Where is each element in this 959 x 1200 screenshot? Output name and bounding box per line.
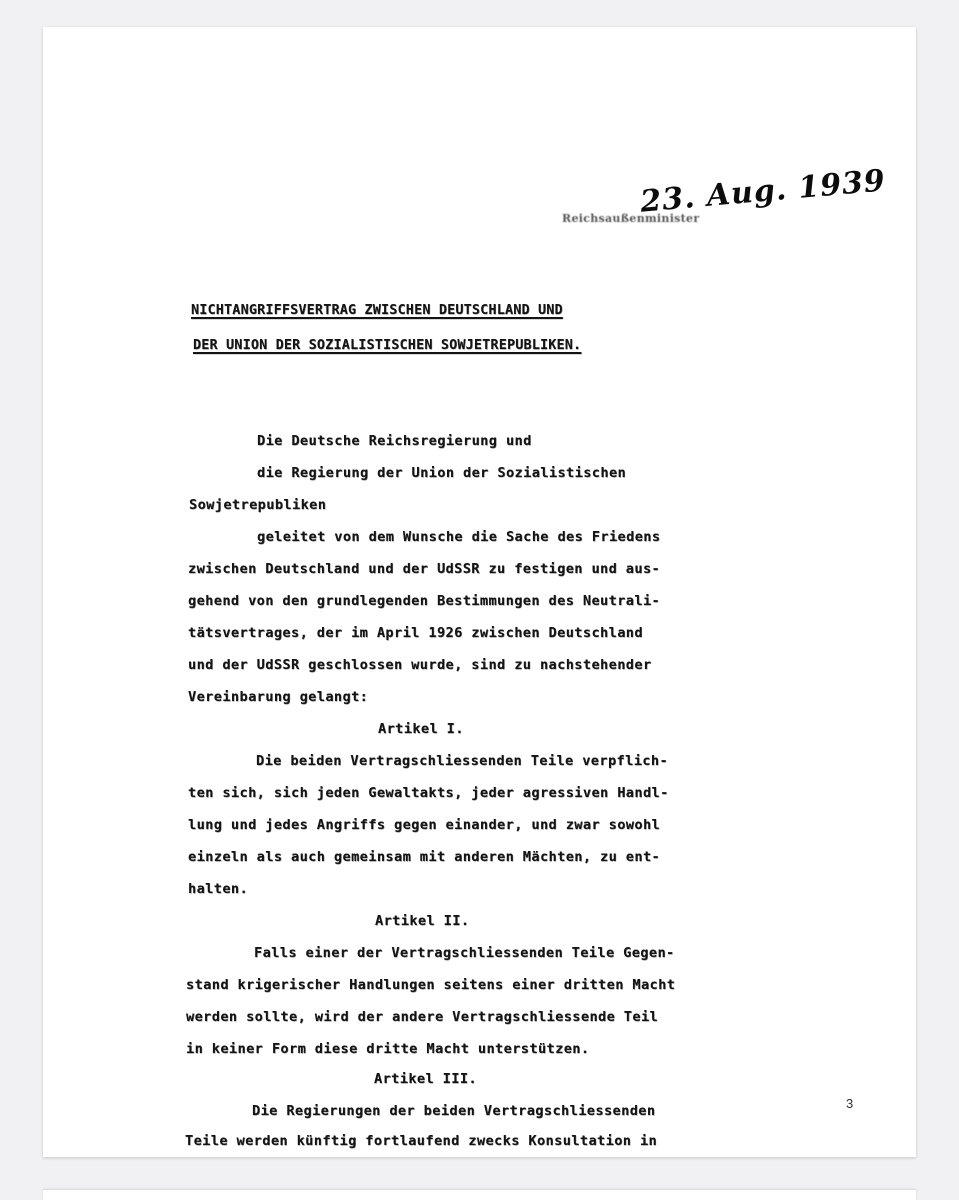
preamble-line-4: geleitet von dem Wunsche die Sache des Friedens: [257, 529, 661, 545]
preamble-line-2: die Regierung der Union der Sozialistischen: [257, 465, 627, 481]
document-page: [43, 27, 916, 1157]
preamble-line-3: Sowjetrepubliken: [189, 497, 327, 513]
preamble-line-7: tätsvertrages, der im April 1926 zwischen Deutschland: [188, 625, 643, 641]
article-1-line-3: lung und jedes Angriffs gegen einander, und zwar sowohl: [188, 817, 661, 833]
preamble-line-9: Vereinbarung gelangt:: [188, 689, 369, 705]
article-3-line-2: Teile werden künftig fortlaufend zwecks Konsultation in: [185, 1133, 658, 1149]
article-2-line-2: stand krigerischer Handlungen seitens einer dritten Macht: [186, 977, 676, 993]
preamble-line-1: Die Deutsche Reichsregierung und: [257, 433, 532, 449]
article-1-line-2: ten sich, sich jeden Gewaltakts, jeder agressiven Handl-: [188, 785, 669, 801]
preamble-line-5: zwischen Deutschland und der UdSSR zu festigen und aus-: [188, 561, 661, 577]
article-2-line-4: in keiner Form diese dritte Macht unterstützen.: [186, 1041, 590, 1057]
page-number: 3: [846, 1096, 854, 1111]
ministry-stamp: Reichsaußenminister: [562, 212, 700, 225]
article-2-line-1: Falls einer der Vertragschliessenden Teile Gegen-: [254, 945, 675, 961]
article-1-line-4: einzeln als auch gemeinsam mit anderen Mächten, zu ent-: [188, 849, 661, 865]
article-1-heading: Artikel I.: [378, 721, 464, 737]
preamble-line-6: gehend von den grundlegenden Bestimmungen des Neutrali-: [188, 593, 661, 609]
title-line-1: NICHTANGRIFFSVERTRAG ZWISCHEN DEUTSCHLAND UND: [191, 303, 563, 318]
article-3-line-1: Die Regierungen der beiden Vertragschliessenden: [252, 1103, 656, 1119]
article-3-heading: Artikel III.: [374, 1071, 478, 1087]
article-2-heading: Artikel II.: [375, 913, 470, 929]
article-1-line-1: Die beiden Vertragschliessenden Teile verpflich-: [256, 753, 669, 769]
article-2-line-3: werden sollte, wird der andere Vertragschliessende Teil: [186, 1009, 659, 1025]
title-line-2: DER UNION DER SOZIALISTISCHEN SOWJETREPUBLIKEN.: [193, 338, 582, 353]
handwritten-date: 23. Aug. 1939: [638, 163, 888, 220]
preamble-line-8: und der UdSSR geschlossen wurde, sind zu nachstehender: [188, 657, 652, 673]
article-1-line-5: halten.: [188, 881, 249, 897]
next-page-edge: [43, 1190, 916, 1200]
